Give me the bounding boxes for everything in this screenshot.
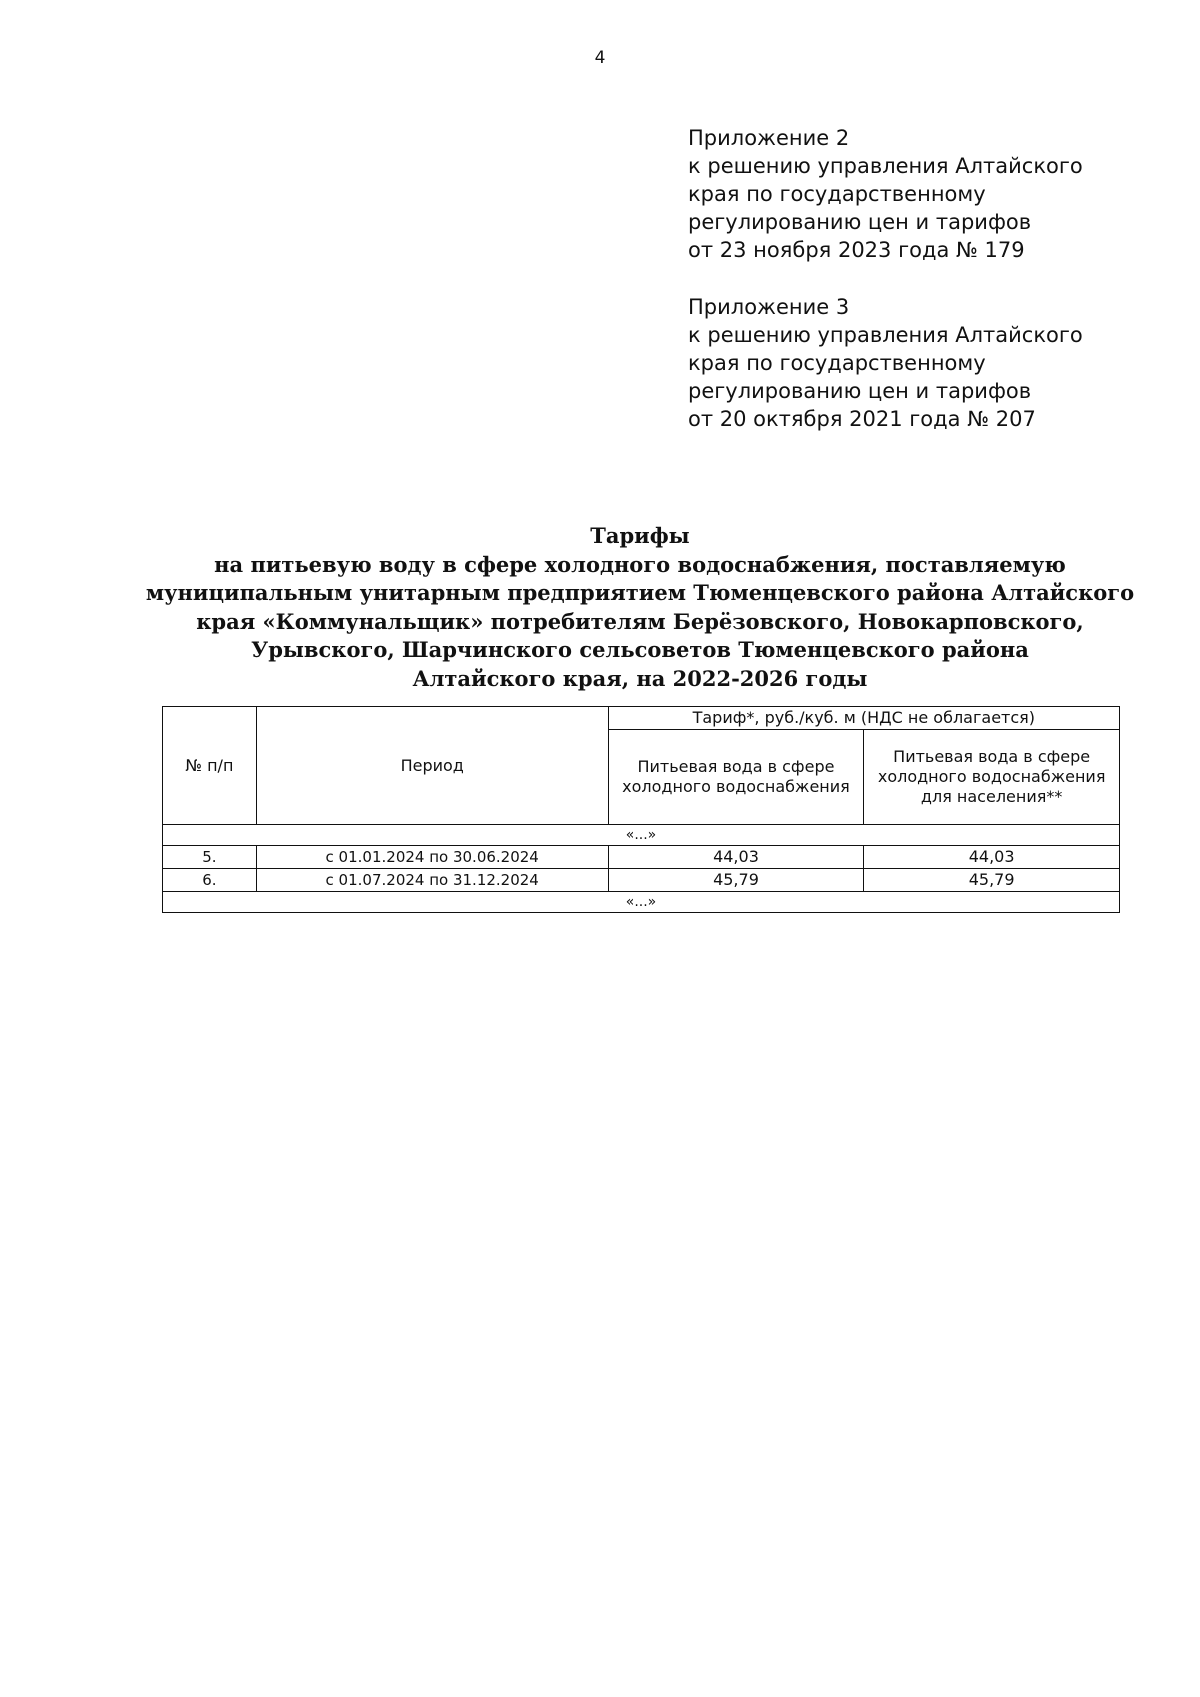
page-number: 4 <box>594 48 606 68</box>
appendix-2-line: к решению управления Алтайского <box>688 154 1083 178</box>
header-tariff: Тариф*, руб./куб. м (НДС не облагается) <box>608 707 1119 730</box>
row-period: с 01.01.2024 по 30.06.2024 <box>256 846 608 869</box>
ellipsis-row <box>163 892 1120 913</box>
row-period: с 01.07.2024 по 31.12.2024 <box>256 869 608 892</box>
title-line: Тарифы <box>590 523 690 548</box>
appendix-2-line: регулированию цен и тарифов <box>688 210 1032 234</box>
tariff-table <box>162 706 1120 913</box>
ellipsis-row <box>163 825 1120 846</box>
appendix-2-block <box>688 124 1128 264</box>
document-title <box>120 522 1160 693</box>
appendix-3-line: регулированию цен и тарифов <box>688 379 1032 403</box>
appendix-3-line: Приложение 3 <box>688 295 850 319</box>
ellipsis-cell: «...» <box>163 892 1120 913</box>
title-line: края «Коммунальщик» потребителям Берёзовского, Новокарповского, <box>196 608 1084 634</box>
appendix-2-line: Приложение 2 <box>688 126 850 150</box>
appendix-3-line: от 20 октября 2021 года № 207 <box>688 407 1036 431</box>
row-value-b: 45,79 <box>864 869 1120 892</box>
header-period: Период <box>256 707 608 825</box>
title-line: на питьевую воду в сфере холодного водоснабжения, поставляемую <box>214 551 1066 577</box>
row-num: 6. <box>163 869 257 892</box>
header-col-b: Питьевая вода в сфере холодного водоснабжения для населения** <box>864 730 1120 825</box>
table-row <box>163 846 1120 869</box>
title-line: Алтайского края, на 2022-2026 годы <box>412 665 868 691</box>
header-num: № п/п <box>163 707 257 825</box>
appendix-2-line: края по государственному <box>688 182 986 206</box>
appendix-3-line: края по государственному <box>688 351 986 375</box>
title-line: Урывского, Шарчинского сельсоветов Тюменцевского района <box>251 637 1029 662</box>
row-value-a: 44,03 <box>608 846 864 869</box>
header-col-a: Питьевая вода в сфере холодного водоснабжения <box>608 730 864 825</box>
table-row <box>163 869 1120 892</box>
title-line: муниципальным унитарным предприятием Тюменцевского района Алтайского <box>145 580 1135 605</box>
appendix-3-line: к решению управления Алтайского <box>688 323 1083 347</box>
appendix-3-block <box>688 293 1128 433</box>
table-header-row <box>163 707 1120 730</box>
row-value-a: 45,79 <box>608 869 864 892</box>
row-num: 5. <box>163 846 257 869</box>
ellipsis-cell: «...» <box>163 825 1120 846</box>
appendix-2-line: от 23 ноября 2023 года № 179 <box>688 238 1025 262</box>
row-value-b: 44,03 <box>864 846 1120 869</box>
